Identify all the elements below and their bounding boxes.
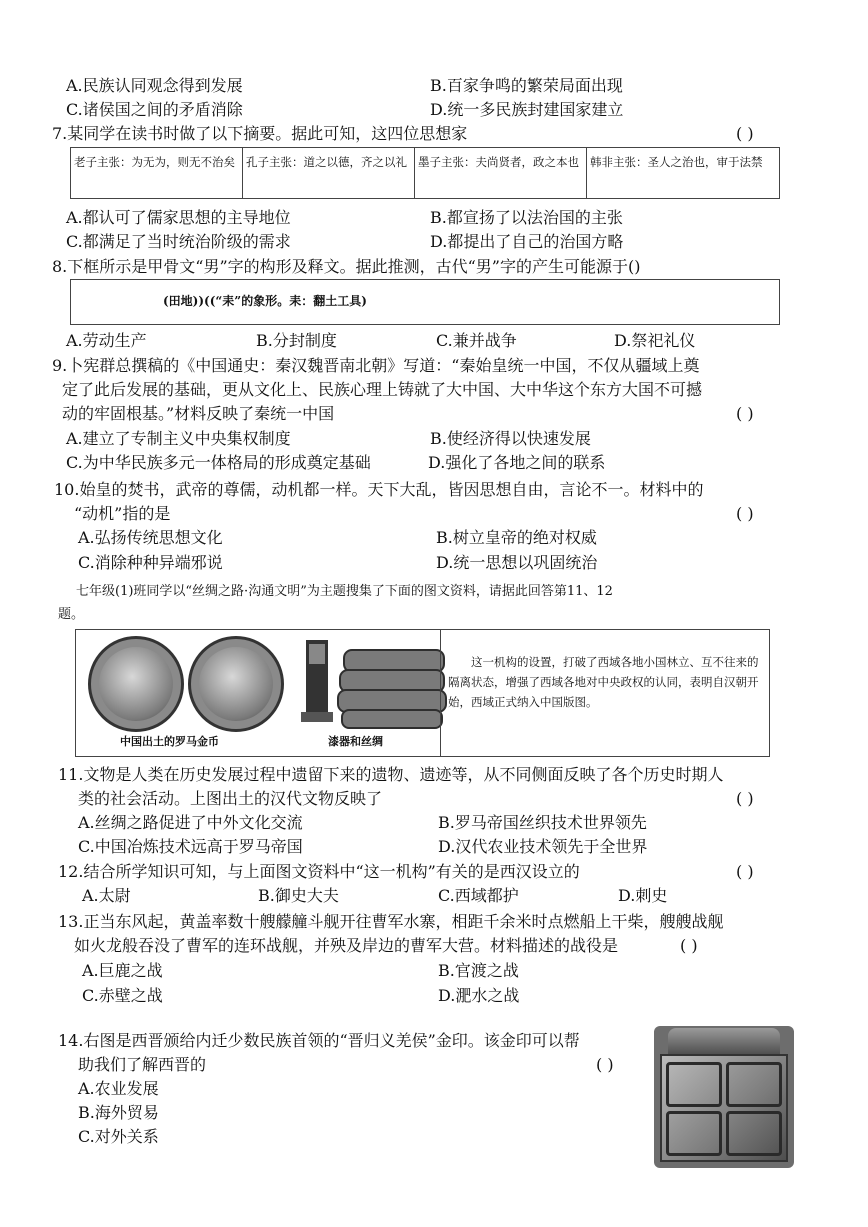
q7-option-a: A.都认可了儒家思想的主导地位 [66, 208, 291, 227]
q7-option-c: C.都满足了当时统治阶级的需求 [66, 232, 291, 251]
lacquer-caption: 漆器和丝绸 [328, 735, 383, 748]
q8-glyph-box [70, 279, 780, 325]
q8-option-c: C.兼并战争 [436, 331, 517, 350]
q14-answer-paren: ( ) [596, 1055, 614, 1074]
q11-line1: 11.文物是人类在历史发展过程中遗留下来的遗物、遗迹等，从不同侧面反映了各个历史时期人 [58, 765, 724, 784]
q9-line1: 9.卜宪群总撰稿的《中国通史：秦汉魏晋南北朝》写道：“秦始皇统一中国，不仅从疆域上奠 [52, 356, 700, 375]
q7-answer-paren: ( ) [736, 124, 754, 143]
q7-quote-laozi: 老子主张：为无为，则无不治矣 [71, 148, 243, 198]
q7-quote-table [70, 147, 780, 199]
q11-line2: 类的社会活动。上图出土的汉代文物反映了 [78, 789, 383, 808]
q9-answer-paren: ( ) [736, 404, 754, 423]
q8-option-b: B.分封制度 [256, 331, 337, 350]
q9-option-a: A.建立了专制主义中央集权制度 [66, 429, 291, 448]
q12-option-d: D.刺史 [618, 886, 668, 905]
q14-option-a: A.农业发展 [78, 1079, 159, 1098]
q7-stem: 7.某同学在读书时做了以下摘要。据此可知，这四位思想家 [52, 124, 468, 143]
q6-option-a: A.民族认同观念得到发展 [66, 76, 243, 95]
q7-quote-mozi: 墨子主张：夫尚贤者，政之本也 [415, 148, 587, 198]
q8-glyph-explanation: (田地))((“耒”的象形。耒：翻土工具) [163, 294, 367, 308]
q6-option-b: B.百家争鸣的繁荣局面出现 [430, 76, 623, 95]
q7-quote-hanfei: 韩非主张：圣人之治也，审于法禁 [590, 155, 763, 169]
q9-option-c: C.为中华民族多元一体格局的形成奠定基础 [66, 453, 371, 472]
q12-answer-paren: ( ) [736, 862, 754, 881]
q11-option-b: B.罗马帝国丝织技术世界领先 [438, 813, 647, 832]
q11-option-c: C.中国冶炼技术远高于罗马帝国 [78, 837, 303, 856]
q8-option-d: D.祭祀礼仪 [614, 331, 696, 350]
q9-option-d: D.强化了各地之间的联系 [428, 453, 606, 472]
q10-option-b: B.树立皇帝的绝对权威 [436, 528, 597, 547]
q14-option-c: C.对外关系 [78, 1127, 159, 1146]
q11-answer-paren: ( ) [736, 789, 754, 808]
q6-option-d: D.统一多民族封建国家建立 [430, 100, 624, 119]
q13-option-b: B.官渡之战 [438, 961, 519, 980]
q14-line2: 助我们了解西晋的 [78, 1055, 207, 1074]
q10-option-c: C.消除种种异端邪说 [78, 553, 223, 572]
q10-line2: “动机”指的是 [74, 504, 171, 523]
q10-answer-paren: ( ) [736, 504, 754, 523]
roman-coin-front-image [88, 636, 184, 732]
q10-option-d: D.统一思想以巩固统治 [436, 553, 598, 572]
q13-line1: 13.正当东风起，黄盖率数十艘艨艟斗舰开往曹军水寨，相距千余米时点燃船上干柴，艘艘战舰 [58, 912, 724, 931]
q7-option-b: B.都宣扬了以法治国的主张 [430, 208, 623, 227]
q9-line3: 动的牢固根基。”材料反映了秦统一中国 [62, 404, 335, 423]
q10-line1: 10.始皇的焚书，武帝的尊儒，动机都一样。天下大乱，皆因思想自由，言论不一。材料中的 [54, 480, 704, 499]
q13-option-d: D.淝水之战 [438, 986, 520, 1005]
q12-option-b: B.御史大夫 [258, 886, 339, 905]
q11-option-a: A.丝绸之路促进了中外文化交流 [78, 813, 303, 832]
q13-line2: 如火龙般吞没了曹军的连环战舰，并殃及岸边的曹军大营。材料描述的战役是 [74, 936, 619, 955]
q10-option-a: A.弘扬传统思想文化 [78, 528, 223, 547]
lacquer-and-silk-image [298, 636, 456, 732]
q14-option-b: B.海外贸易 [78, 1103, 159, 1122]
q7-quote-kongzi: 孔子主张：道之以德，齐之以礼 [243, 148, 415, 198]
q12-option-a: A.太尉 [82, 886, 131, 905]
intro-line1: 七年级(1)班同学以“丝绸之路·沟通文明”为主题搜集了下面的图文资料，请据此回答第11、12 [76, 584, 613, 599]
q6-option-c: C.诸侯国之间的矛盾消除 [66, 100, 243, 119]
q7-option-d: D.都提出了自己的治国方略 [430, 232, 624, 251]
q9-line2: 定了此后发展的基础，更从文化上、民族心理上铸就了大中国、大中华这个东方大国不可撼 [62, 380, 703, 399]
q13-option-a: A.巨鹿之战 [82, 961, 163, 980]
q8-option-a: A.劳动生产 [66, 331, 147, 350]
q9-option-b: B.使经济得以快速发展 [430, 429, 591, 448]
q12-stem: 12.结合所学知识可知，与上面图文资料中“这一机构”有关的是西汉设立的 [58, 862, 580, 881]
q11-option-d: D.汉代农业技术领先于全世界 [438, 837, 648, 856]
q13-option-c: C.赤壁之战 [82, 986, 163, 1005]
roman-coin-back-image [188, 636, 284, 732]
coin-caption: 中国出土的罗马金币 [120, 735, 219, 748]
q8-stem: 8.下框所示是甲骨文“男”字的构形及释文。据此推测，古代“男”字的产生可能源于() [52, 257, 641, 276]
western-regions-note: 这一机构的设置，打破了西域各地小国林立、互不往来的隔离状态，增强了西域各地对中央政权的认同，表明自汉朝开始，西域正式纳入中国版图。 [448, 655, 759, 709]
silk-road-figure [75, 629, 770, 757]
q14-line1: 14.右图是西晋颁给内迁少数民族首领的“晋归义羌侯”金印。该金印可以帮 [58, 1031, 580, 1050]
jin-seal-image [654, 1026, 794, 1168]
intro-line2: 题。 [58, 607, 85, 622]
q12-option-c: C.西域都护 [438, 886, 519, 905]
q13-answer-paren: ( ) [680, 936, 698, 955]
